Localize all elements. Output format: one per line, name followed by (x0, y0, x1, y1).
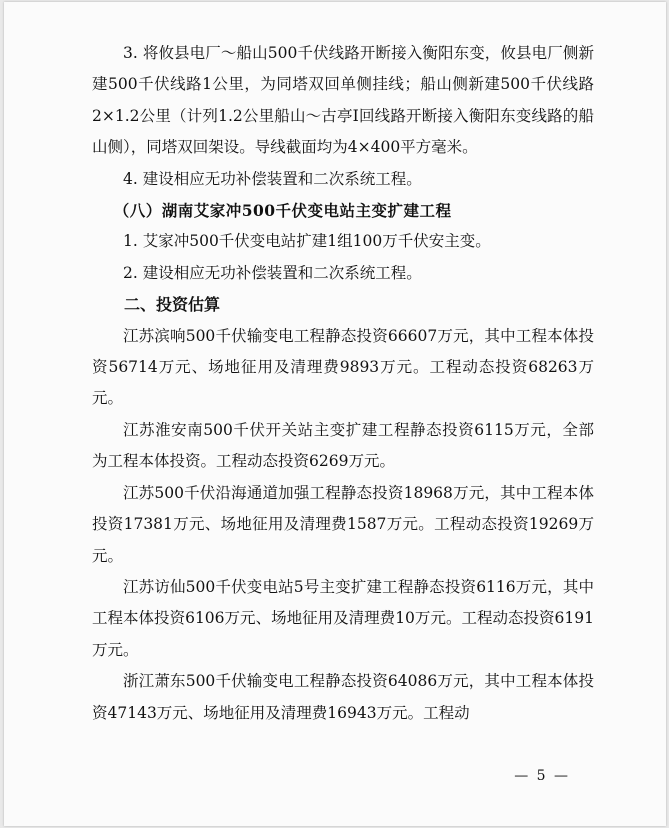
page-number: — 5 — (514, 768, 570, 784)
paragraph-jiangsu-coastal-channel: 江苏500千伏沿海通道加强工程静态投资18968万元，其中工程本体投资17381万元、场地征用及清理费1587万元。工程动态投资19269万元。 (92, 483, 594, 565)
paragraph-item-3-line-connection: 3. 将攸县电厂～船山500千伏线路开断接入衡阳东变，攸县电厂侧新建500千伏线路1公里，为同塔双回单侧挂线；船山侧新建500千伏线路2×1.2公里（计列1.2公里船山～古亭Ⅰ回线路开断接入衡阳东变线路的船山侧），同塔双回架设。导线截面均为4×400平方毫米。 (92, 44, 594, 157)
section-heading-investment-estimate: 二、投资估算 (124, 295, 221, 315)
paragraph-aijiachong-item-2: 2. 建设相应无功补偿装置和二次系统工程。 (123, 263, 422, 282)
section-heading-hunan-aijiachong: （八）湖南艾家冲500千伏变电站主变扩建工程 (113, 201, 452, 221)
paragraph-aijiachong-item-1: 1. 艾家冲500千伏变电站扩建1组100万千伏安主变。 (123, 232, 491, 251)
paragraph-item-4-compensation: 4. 建设相应无功补偿装置和二次系统工程。 (123, 169, 422, 188)
paragraph-jiangsu-fangxian: 江苏访仙500千伏变电站5号主变扩建工程静态投资6116万元，其中工程本体投资6106万元、场地征用及清理费10万元。工程动态投资6191万元。 (92, 577, 594, 659)
document-body (92, 38, 594, 729)
paragraph-jiangsu-huaiannan: 江苏淮安南500千伏开关站主变扩建工程静态投资6115万元，全部为工程本体投资。工程动态投资6269万元。 (92, 420, 594, 471)
document-page (4, 2, 666, 826)
paragraph-zhejiang-xiaodong: 浙江萧东500千伏输变电工程静态投资64086万元，其中工程本体投资47143万元、场地征用及清理费16943万元。工程动 (92, 672, 594, 722)
paragraph-jiangsu-binxiang: 江苏滨响500千伏输变电工程静态投资66607万元，其中工程本体投资56714万元、场地征用及清理费9893万元。工程动态投资68263万元。 (92, 326, 594, 408)
